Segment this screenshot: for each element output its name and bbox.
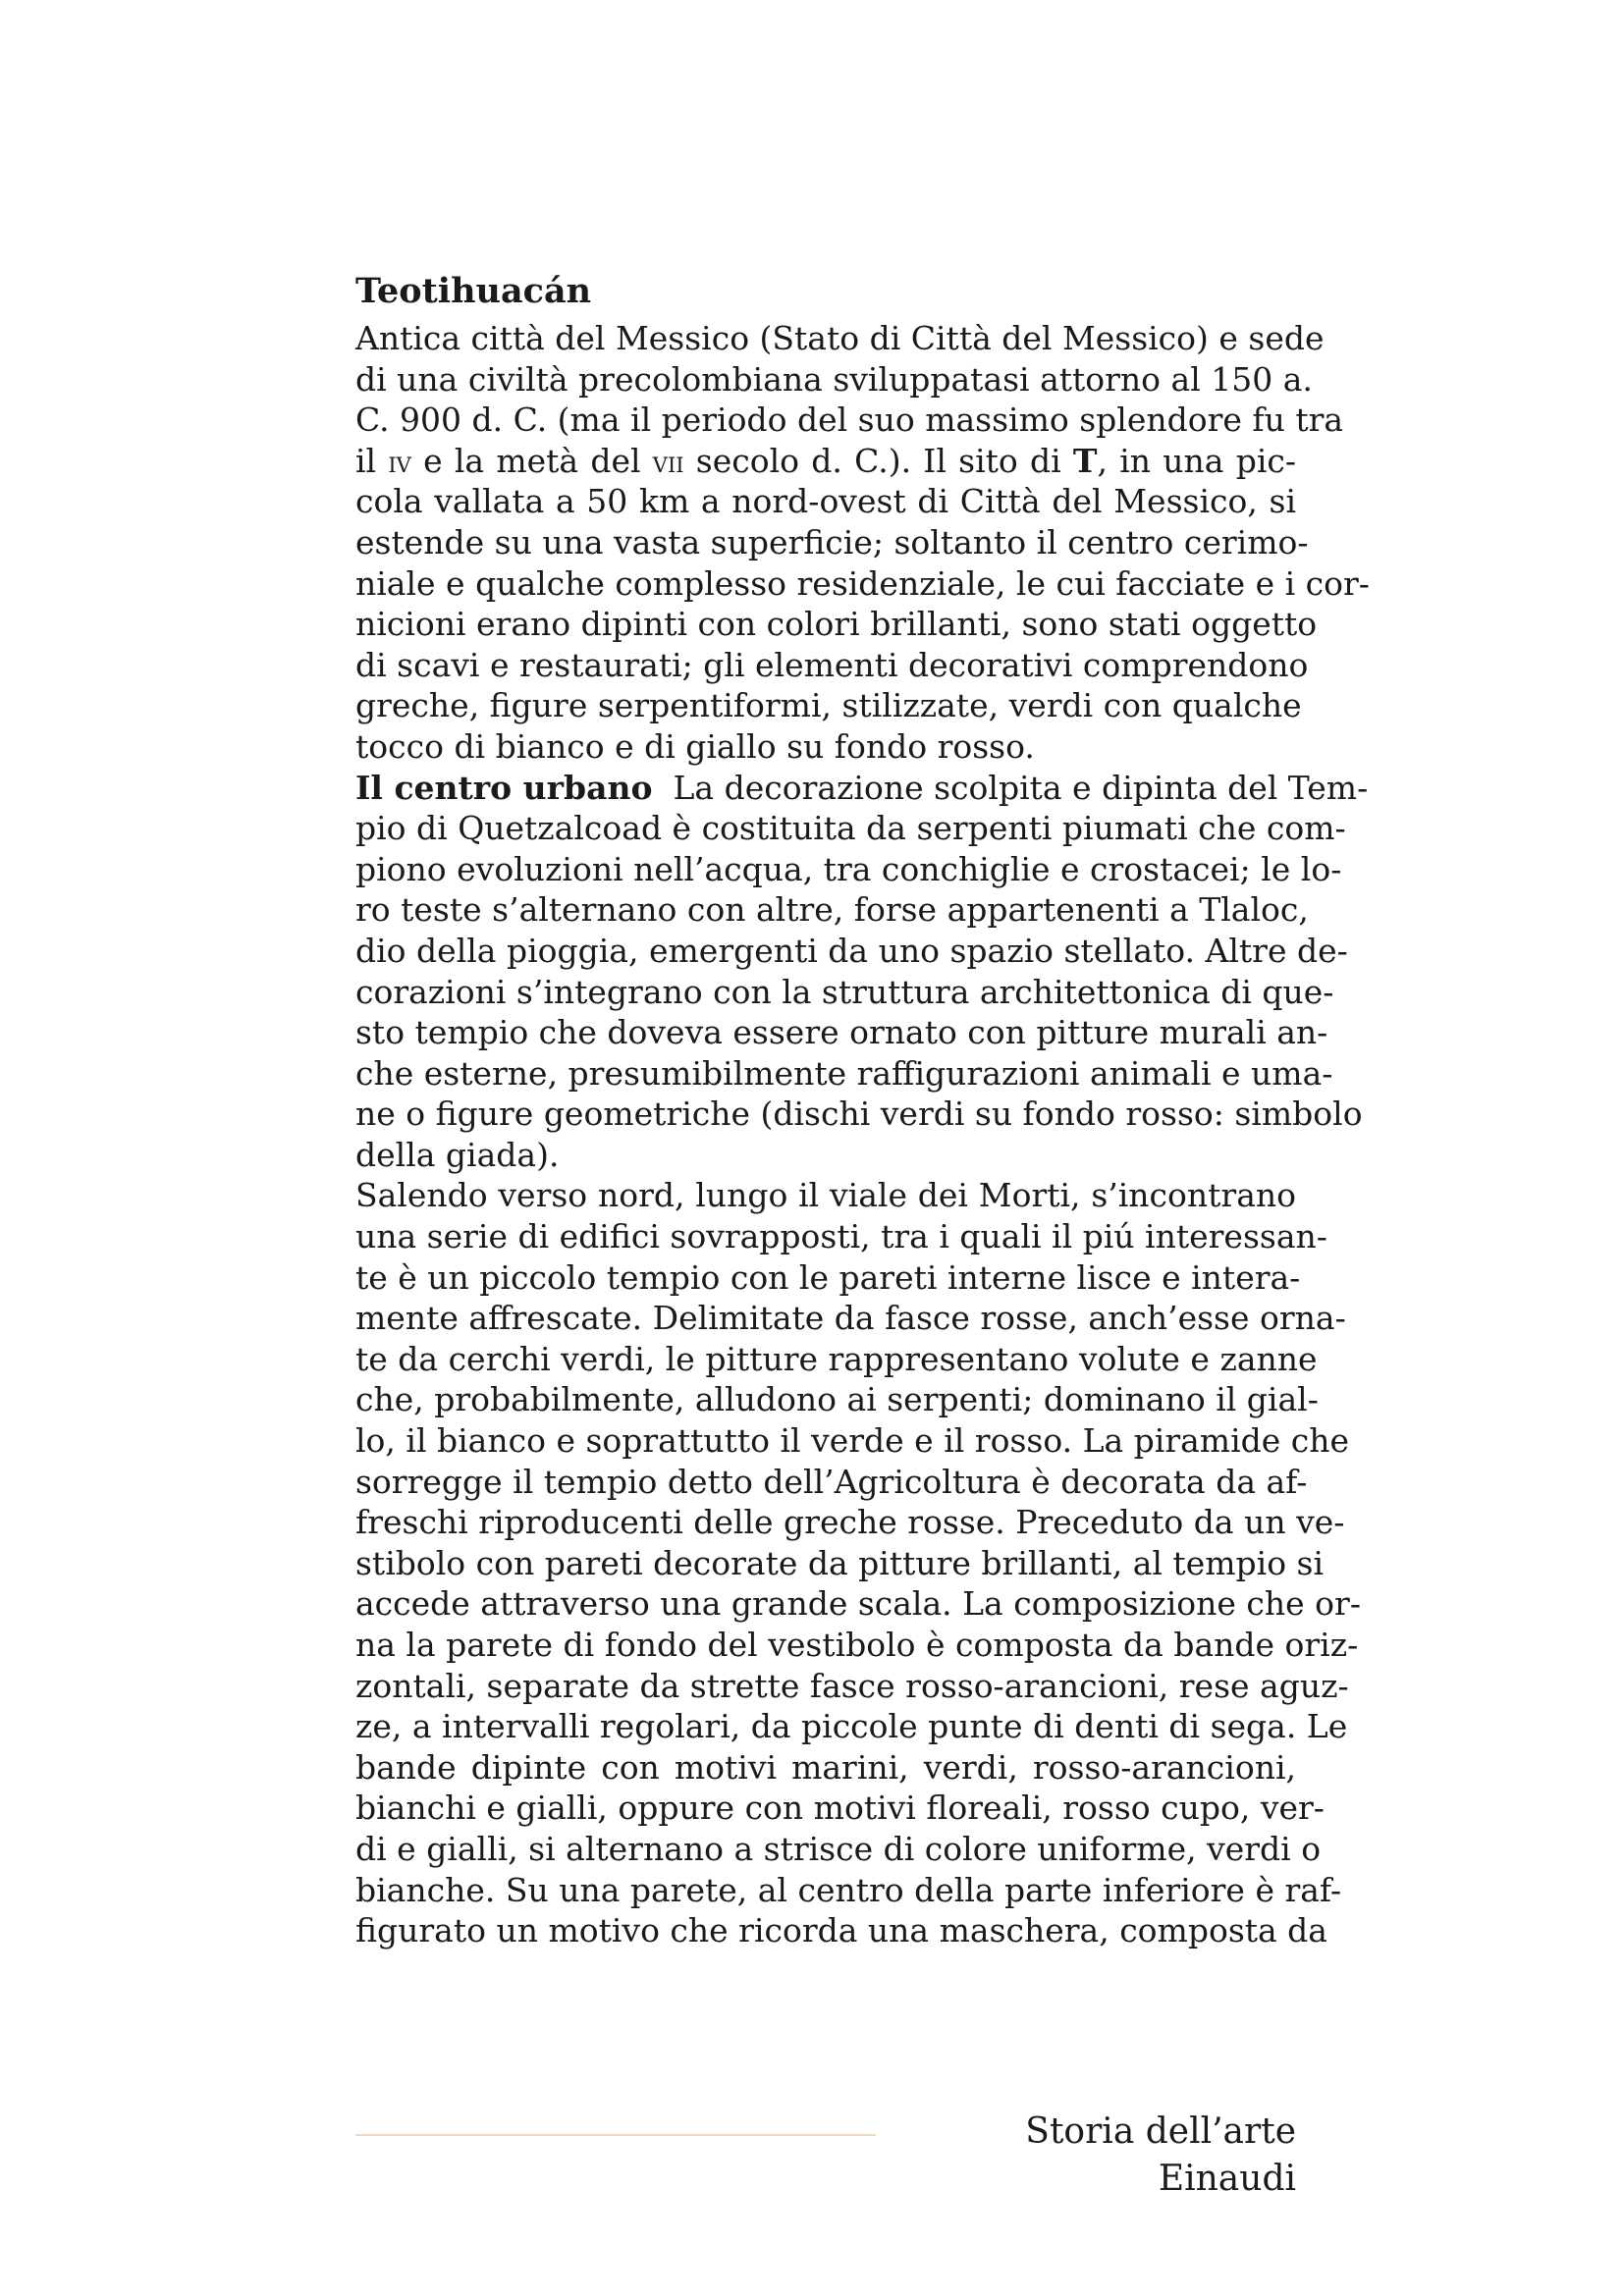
paragraph-line — [355, 441, 1296, 482]
paragraph-line: Salendo verso nord, lungo il viale dei Morti, s’incontrano — [355, 1176, 1296, 1215]
paragraph-line: Antica città del Messico (Stato di Città del Messico) e sede — [355, 319, 1325, 357]
text-run: il — [355, 441, 389, 480]
paragraph-line: niale e qualche complesso residenziale, le cui facciate e i cor- — [355, 563, 1370, 603]
text-run: , in una pic- — [1097, 441, 1297, 480]
paragraph-line: una serie di edifici sovrapposti, tra i quali il piú interessan- — [355, 1217, 1327, 1256]
paragraph-line: figurato un motivo che ricorda una maschera, composta da — [355, 1911, 1327, 1950]
paragraph-line: di scavi e restaurati; gli elementi decorativi comprendono — [355, 645, 1309, 684]
paragraph-line: sorregge il tempio detto dell’Agricoltura è decorata da af- — [355, 1462, 1308, 1501]
paragraph-line: ro teste s’alternano con altre, forse appartenenti a Tlaloc, — [355, 890, 1309, 930]
paragraph-line: freschi riproducenti delle greche rosse. Preceduto da un ve- — [355, 1503, 1345, 1542]
paragraph-line: ze, a intervalli regolari, da piccole punte di denti di sega. Le — [355, 1707, 1348, 1746]
paragraph-line: pio di Quetzalcoad è costituita da serpenti piumati che com- — [355, 809, 1346, 848]
text-run: e la metà del — [410, 441, 653, 480]
paragraph-line: che, probabilmente, alludono ai serpenti; dominano il gial- — [355, 1380, 1319, 1419]
paragraph-line: estende su una vasta superficie; soltanto il centro cerimo- — [355, 522, 1309, 561]
paragraph-line: che esterne, presumibilmente raffigurazioni animali e uma- — [355, 1053, 1333, 1093]
paragraph-line: bianche. Su una parete, al centro della parte inferiore è raf- — [355, 1870, 1342, 1909]
paragraph-line: bianchi e gialli, oppure con motivi floreali, rosso cupo, ver- — [355, 1789, 1325, 1828]
roman-numeral: iv — [388, 445, 411, 480]
footer-rule — [355, 2134, 876, 2136]
paragraph-line: piono evoluzioni nell’acqua, tra conchiglie e crostacei; le lo- — [355, 849, 1342, 888]
paragraph-line: te è un piccolo tempio con le pareti interne lisce e intera- — [355, 1257, 1301, 1297]
paragraph-line: ne o figure geometriche (dischi verdi su fondo rosso: simbolo — [355, 1095, 1363, 1134]
paragraph-line: di una civiltà precolombiana sviluppatasi attorno al 150 a. — [355, 359, 1313, 399]
paragraph-line: bande dipinte con motivi marini, verdi, rosso-arancioni, — [355, 1747, 1296, 1787]
paragraph-line: stibolo con pareti decorate da pitture brillanti, al tempio si — [355, 1543, 1325, 1582]
paragraph-line: mente affrescate. Delimitate da fasce rosse, anch’esse orna- — [355, 1299, 1346, 1338]
paragraph-line: della giada). — [355, 1135, 560, 1174]
section-heading: Il centro urbano — [355, 768, 653, 807]
paragraph-line: accede attraverso una grande scala. La composizione che or- — [355, 1584, 1361, 1624]
paragraph-line: di e gialli, si alternano a strisce di colore uniforme, verdi o — [355, 1829, 1322, 1868]
roman-numeral: vii — [652, 445, 684, 480]
paragraph-line: nicioni erano dipinti con colori brillanti, sono stati oggetto — [355, 605, 1318, 644]
paragraph-line — [355, 768, 1369, 809]
paragraph-line: tocco di bianco e di giallo su fondo rosso. — [355, 726, 1035, 766]
paragraph-line: sto tempio che doveva essere ornato con pitture murali an- — [355, 1013, 1328, 1052]
abbreviation-bold: T — [1072, 441, 1098, 480]
paragraph-line: cola vallata a 50 km a nord-ovest di Città del Messico, si — [355, 482, 1296, 521]
paragraph-line: corazioni s’integrano con la struttura architettonica di que- — [355, 972, 1334, 1011]
paragraph-line: C. 900 d. C. (ma il periodo del suo massimo splendore fu tra — [355, 400, 1344, 440]
article-body — [355, 267, 1370, 1951]
text-run: secolo d. C.). Il sito di — [683, 441, 1073, 480]
paragraph-line: zontali, separate da strette fasce rosso-arancioni, rese aguz- — [355, 1666, 1349, 1705]
paragraph-line: dio della pioggia, emergenti da uno spazio stellato. Altre de- — [355, 931, 1348, 970]
text-run: La decorazione scolpita e dipinta del Tem- — [673, 768, 1369, 807]
entry-title: Teotihuacán — [355, 271, 592, 311]
paragraph-line: greche, figure serpentiformi, stilizzate, verdi con qualche — [355, 686, 1302, 725]
paragraph-line: lo, il bianco e soprattutto il verde e il rosso. La piramide che — [355, 1421, 1350, 1461]
paragraph-line: te da cerchi verdi, le pitture rappresentano volute e zanne — [355, 1339, 1318, 1378]
footer-publisher: Storia dell’arte Einaudi — [1025, 2111, 1296, 2199]
paragraph-line: na la parete di fondo del vestibolo è composta da bande oriz- — [355, 1626, 1359, 1664]
